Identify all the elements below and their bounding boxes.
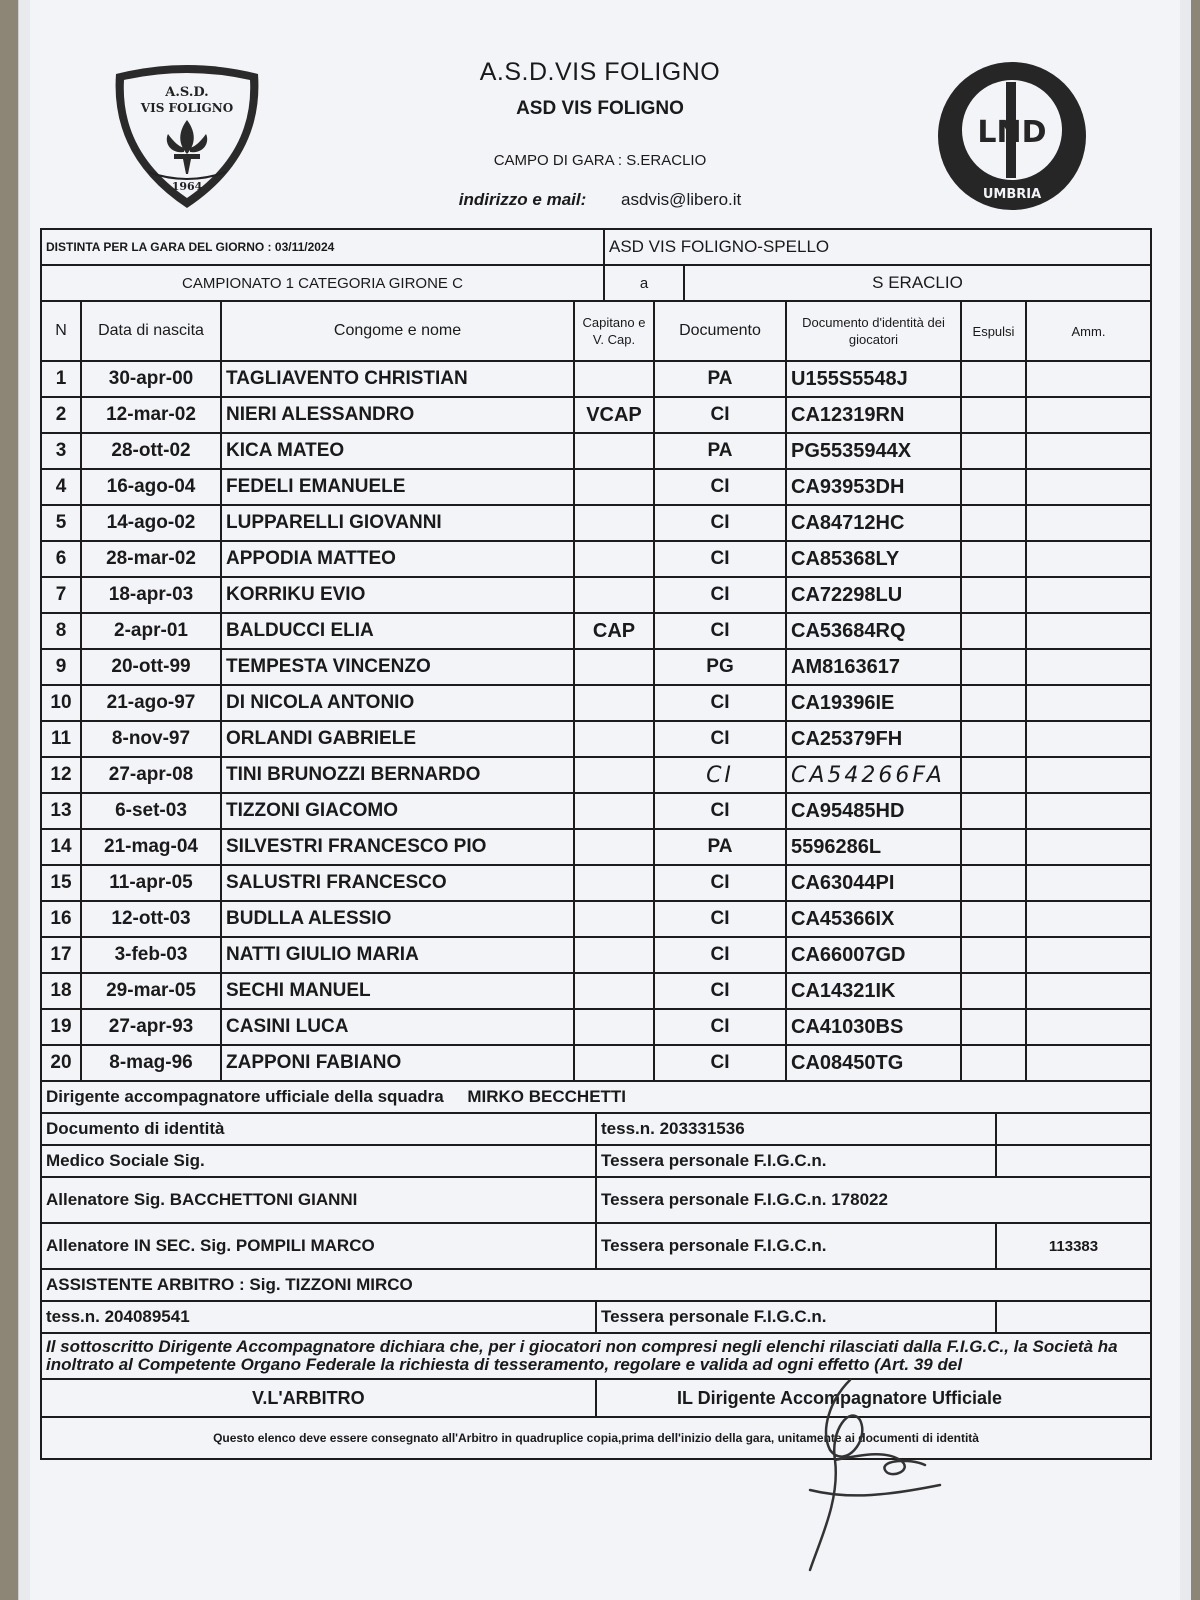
player-birth: 8-nov-97	[81, 721, 221, 757]
col-n: N	[41, 301, 81, 361]
player-expelled	[961, 973, 1026, 1009]
player-birth: 27-apr-93	[81, 1009, 221, 1045]
player-birth: 2-apr-01	[81, 613, 221, 649]
allenatore-sec-label: Allenatore IN SEC. Sig. POMPILI MARCO	[41, 1223, 596, 1269]
player-doc-type: PA	[654, 361, 786, 397]
player-number: 17	[41, 937, 81, 973]
player-number: 19	[41, 1009, 81, 1045]
player-birth: 3-feb-03	[81, 937, 221, 973]
player-doc-type: CI	[654, 505, 786, 541]
player-name: CASINI LUCA	[221, 1009, 574, 1045]
player-number: 12	[41, 757, 81, 793]
email-label: indirizzo e mail:	[458, 190, 587, 209]
player-warned	[1026, 829, 1151, 865]
table-row	[41, 577, 1151, 613]
table-row	[41, 649, 1151, 685]
player-number: 15	[41, 865, 81, 901]
player-role	[574, 685, 654, 721]
table-row	[41, 613, 1151, 649]
player-name: NIERI ALESSANDRO	[221, 397, 574, 433]
player-birth: 28-ott-02	[81, 433, 221, 469]
player-name: SILVESTRI FRANCESCO PIO	[221, 829, 574, 865]
player-number: 1	[41, 361, 81, 397]
player-expelled	[961, 577, 1026, 613]
player-expelled	[961, 505, 1026, 541]
player-name: TAGLIAVENTO CHRISTIAN	[221, 361, 574, 397]
col-birth: Data di nascita	[81, 301, 221, 361]
player-doc-id: 5596286L	[786, 829, 961, 865]
at-label: a	[604, 265, 684, 301]
player-doc-type: CI	[654, 397, 786, 433]
match-info-table	[40, 228, 1152, 302]
player-role	[574, 793, 654, 829]
player-warned	[1026, 865, 1151, 901]
player-doc-type: CI	[654, 901, 786, 937]
player-doc-id: CA08450TG	[786, 1045, 961, 1081]
player-role	[574, 1045, 654, 1081]
player-expelled	[961, 1045, 1026, 1081]
player-expelled	[961, 829, 1026, 865]
player-birth: 14-ago-02	[81, 505, 221, 541]
player-expelled	[961, 541, 1026, 577]
player-name: SECHI MANUEL	[221, 973, 574, 1009]
lnd-region: UMBRIA	[982, 187, 1042, 202]
club-subtitle: ASD VIS FOLIGNO	[516, 98, 684, 119]
distinta-date: DISTINTA PER LA GARA DEL GIORNO : 03/11/2024	[41, 229, 604, 265]
declaration: Il sottoscritto Dirigente Accompagnatore dichiara che, per i giocatori non compresi negli elenchi rilasciati dalla F.I.G.C., la Società ha inoltrato al Competente Organo Federale la richiesta di tesseramento, regolare e valida ad ogni effetto (Art. 39 del	[41, 1333, 1151, 1379]
player-doc-id: CA66007GD	[786, 937, 961, 973]
col-document-id: Documento d'identità dei giocatori	[786, 301, 961, 361]
player-role	[574, 361, 654, 397]
logo-year: 1964	[171, 180, 203, 193]
logo-line1: A.S.D.	[165, 85, 209, 100]
player-number: 8	[41, 613, 81, 649]
player-doc-type: CI	[654, 865, 786, 901]
player-birth: 12-mar-02	[81, 397, 221, 433]
player-doc-id: CA45366IX	[786, 901, 961, 937]
tessera-assistente: Tessera personale F.I.G.C.n.	[596, 1301, 996, 1333]
player-doc-type: CI	[654, 541, 786, 577]
player-birth: 30-apr-00	[81, 361, 221, 397]
player-name: TEMPESTA VINCENZO	[221, 649, 574, 685]
player-doc-id: CA19396IE	[786, 685, 961, 721]
table-row	[41, 397, 1151, 433]
player-number: 7	[41, 577, 81, 613]
player-expelled	[961, 757, 1026, 793]
table-row	[41, 901, 1151, 937]
player-number: 20	[41, 1045, 81, 1081]
delivery-note: Questo elenco deve essere consegnato all'Arbitro in quadruplice copia,prima dell'inizio della gara, unitamente ai documenti di identità	[41, 1417, 1151, 1459]
table-row	[41, 541, 1151, 577]
player-name: ZAPPONI FABIANO	[221, 1045, 574, 1081]
table-row	[41, 973, 1151, 1009]
lnd-text: LND	[977, 115, 1047, 150]
player-birth: 20-ott-99	[81, 649, 221, 685]
player-name: LUPPARELLI GIOVANNI	[221, 505, 574, 541]
player-expelled	[961, 937, 1026, 973]
match-field: CAMPO DI GARA : S.ERACLIO	[493, 152, 707, 169]
player-role	[574, 973, 654, 1009]
player-birth: 18-apr-03	[81, 577, 221, 613]
player-warned	[1026, 613, 1151, 649]
venue: S ERACLIO	[684, 265, 1151, 301]
player-name: BUDLLA ALESSIO	[221, 901, 574, 937]
medico-label: Medico Sociale Sig.	[41, 1145, 596, 1177]
col-captain: Capitano e V. Cap.	[574, 301, 654, 361]
player-number: 18	[41, 973, 81, 1009]
player-role	[574, 721, 654, 757]
assistente-label: ASSISTENTE ARBITRO : Sig. TIZZONI MIRCO	[41, 1269, 1151, 1301]
player-role	[574, 433, 654, 469]
player-name: APPODIA MATTEO	[221, 541, 574, 577]
player-role	[574, 937, 654, 973]
player-role: CAP	[574, 613, 654, 649]
player-number: 4	[41, 469, 81, 505]
player-expelled	[961, 721, 1026, 757]
vl-arbitro: V.L'ARBITRO	[41, 1379, 596, 1417]
player-birth: 27-apr-08	[81, 757, 221, 793]
player-number: 16	[41, 901, 81, 937]
player-warned	[1026, 577, 1151, 613]
player-doc-type: CI	[654, 973, 786, 1009]
player-role	[574, 901, 654, 937]
player-number: 11	[41, 721, 81, 757]
player-name: ORLANDI GABRIELE	[221, 721, 574, 757]
table-row	[41, 829, 1151, 865]
table-row	[41, 1009, 1151, 1045]
tessera-allenatore: Tessera personale F.I.G.C.n. 178022	[596, 1177, 1151, 1223]
match-name: ASD VIS FOLIGNO-SPELLO	[604, 229, 1151, 265]
player-name: TIZZONI GIACOMO	[221, 793, 574, 829]
player-number: 10	[41, 685, 81, 721]
player-expelled	[961, 397, 1026, 433]
player-warned	[1026, 721, 1151, 757]
player-doc-type: CI	[654, 757, 786, 793]
player-role	[574, 757, 654, 793]
championship: CAMPIONATO 1 CATEGORIA GIRONE C	[41, 265, 604, 301]
player-doc-type: CI	[654, 613, 786, 649]
tessera-allenatore-sec-num: 113383	[996, 1223, 1151, 1269]
doc-identity-label: Documento di identità	[41, 1113, 596, 1145]
player-warned	[1026, 397, 1151, 433]
dirigente-row	[41, 1081, 1151, 1113]
player-expelled	[961, 793, 1026, 829]
player-warned	[1026, 937, 1151, 973]
player-doc-id: PG5535944X	[786, 433, 961, 469]
dirigente-sign: IL Dirigente Accompagnatore Ufficiale	[596, 1379, 1151, 1417]
tess-dirigente: tess.n. 203331536	[596, 1113, 996, 1145]
player-doc-type: CI	[654, 721, 786, 757]
player-doc-type: PG	[654, 649, 786, 685]
tessera-medico-num	[996, 1145, 1151, 1177]
player-doc-id: CA95485HD	[786, 793, 961, 829]
player-rows	[41, 361, 1151, 1081]
player-warned	[1026, 1009, 1151, 1045]
player-role	[574, 577, 654, 613]
player-doc-id: AM8163617	[786, 649, 961, 685]
player-doc-id: CA84712HC	[786, 505, 961, 541]
player-birth: 16-ago-04	[81, 469, 221, 505]
player-warned	[1026, 1045, 1151, 1081]
player-role: VCAP	[574, 397, 654, 433]
email-address: asdvis@libero.it	[621, 190, 742, 209]
player-name: KICA MATEO	[221, 433, 574, 469]
logo-line2: VIS FOLIGNO	[140, 101, 234, 115]
table-row	[41, 757, 1151, 793]
player-doc-type: CI	[654, 793, 786, 829]
player-warned	[1026, 973, 1151, 1009]
staff-table	[40, 1080, 1152, 1460]
dirigente-label: Dirigente accompagnatore ufficiale della squadra	[46, 1087, 444, 1106]
player-doc-type: CI	[654, 1045, 786, 1081]
player-number: 13	[41, 793, 81, 829]
tess-dirigente-extra	[996, 1113, 1151, 1145]
player-doc-id: CA53684RQ	[786, 613, 961, 649]
player-expelled	[961, 649, 1026, 685]
player-doc-id: CA93953DH	[786, 469, 961, 505]
player-name: TINI BRUNOZZI BERNARDO	[221, 757, 574, 793]
player-birth: 8-mag-96	[81, 1045, 221, 1081]
table-header	[41, 301, 1151, 361]
player-role	[574, 865, 654, 901]
table-row	[41, 685, 1151, 721]
table-row	[41, 793, 1151, 829]
player-number: 3	[41, 433, 81, 469]
player-number: 5	[41, 505, 81, 541]
player-name: DI NICOLA ANTONIO	[221, 685, 574, 721]
player-doc-id: CA72298LU	[786, 577, 961, 613]
col-document: Documento	[654, 301, 786, 361]
player-expelled	[961, 469, 1026, 505]
player-warned	[1026, 757, 1151, 793]
player-role	[574, 541, 654, 577]
club-title: A.S.D.VIS FOLIGNO	[479, 58, 721, 86]
player-expelled	[961, 685, 1026, 721]
player-number: 9	[41, 649, 81, 685]
col-name: Congome e nome	[221, 301, 574, 361]
tessera-assistente-num	[996, 1301, 1151, 1333]
player-doc-id: CA41030BS	[786, 1009, 961, 1045]
tessera-allenatore-sec: Tessera personale F.I.G.C.n.	[596, 1223, 996, 1269]
player-doc-type: CI	[654, 685, 786, 721]
player-doc-id: CA85368LY	[786, 541, 961, 577]
player-doc-type: CI	[654, 937, 786, 973]
player-warned	[1026, 793, 1151, 829]
player-warned	[1026, 361, 1151, 397]
player-warned	[1026, 433, 1151, 469]
table-row	[41, 937, 1151, 973]
player-doc-id: CA63044PI	[786, 865, 961, 901]
player-expelled	[961, 1009, 1026, 1045]
player-birth: 28-mar-02	[81, 541, 221, 577]
player-doc-id: CA25379FH	[786, 721, 961, 757]
tess-assistente: tess.n. 204089541	[41, 1301, 596, 1333]
player-expelled	[961, 433, 1026, 469]
table-row	[41, 433, 1151, 469]
player-name: BALDUCCI ELIA	[221, 613, 574, 649]
player-expelled	[961, 361, 1026, 397]
allenatore-label: Allenatore Sig. BACCHETTONI GIANNI	[41, 1177, 596, 1223]
table-row	[41, 361, 1151, 397]
player-expelled	[961, 613, 1026, 649]
player-doc-type: CI	[654, 1009, 786, 1045]
player-birth: 11-apr-05	[81, 865, 221, 901]
player-role	[574, 505, 654, 541]
table-row	[41, 721, 1151, 757]
player-doc-type: CI	[654, 577, 786, 613]
player-expelled	[961, 865, 1026, 901]
player-role	[574, 649, 654, 685]
player-warned	[1026, 505, 1151, 541]
player-warned	[1026, 901, 1151, 937]
player-expelled	[961, 901, 1026, 937]
player-name: KORRIKU EVIO	[221, 577, 574, 613]
player-role	[574, 469, 654, 505]
player-doc-type: PA	[654, 433, 786, 469]
player-role	[574, 1009, 654, 1045]
handwritten-signature	[790, 1370, 950, 1590]
player-warned	[1026, 685, 1151, 721]
dirigente-name: MIRKO BECCHETTI	[467, 1087, 627, 1106]
player-doc-type: PA	[654, 829, 786, 865]
player-name: NATTI GIULIO MARIA	[221, 937, 574, 973]
player-role	[574, 829, 654, 865]
player-number: 2	[41, 397, 81, 433]
tessera-medico: Tessera personale F.I.G.C.n.	[596, 1145, 996, 1177]
player-birth: 6-set-03	[81, 793, 221, 829]
col-expelled: Espulsi	[961, 301, 1026, 361]
email-line	[0, 190, 1200, 210]
player-doc-id: CA54266FA	[786, 757, 961, 793]
player-doc-id: U155S5548J	[786, 361, 961, 397]
roster-form	[40, 228, 1150, 1460]
player-name: SALUSTRI FRANCESCO	[221, 865, 574, 901]
player-warned	[1026, 469, 1151, 505]
player-doc-id: CA12319RN	[786, 397, 961, 433]
player-doc-id: CA14321IK	[786, 973, 961, 1009]
player-number: 14	[41, 829, 81, 865]
player-warned	[1026, 541, 1151, 577]
player-birth: 21-ago-97	[81, 685, 221, 721]
table-row	[41, 469, 1151, 505]
player-birth: 12-ott-03	[81, 901, 221, 937]
players-table	[40, 300, 1152, 1082]
player-warned	[1026, 649, 1151, 685]
player-name: FEDELI EMANUELE	[221, 469, 574, 505]
table-row	[41, 865, 1151, 901]
col-warned: Amm.	[1026, 301, 1151, 361]
player-birth: 29-mar-05	[81, 973, 221, 1009]
player-number: 6	[41, 541, 81, 577]
table-row	[41, 505, 1151, 541]
player-birth: 21-mag-04	[81, 829, 221, 865]
table-row	[41, 1045, 1151, 1081]
player-doc-type: CI	[654, 469, 786, 505]
